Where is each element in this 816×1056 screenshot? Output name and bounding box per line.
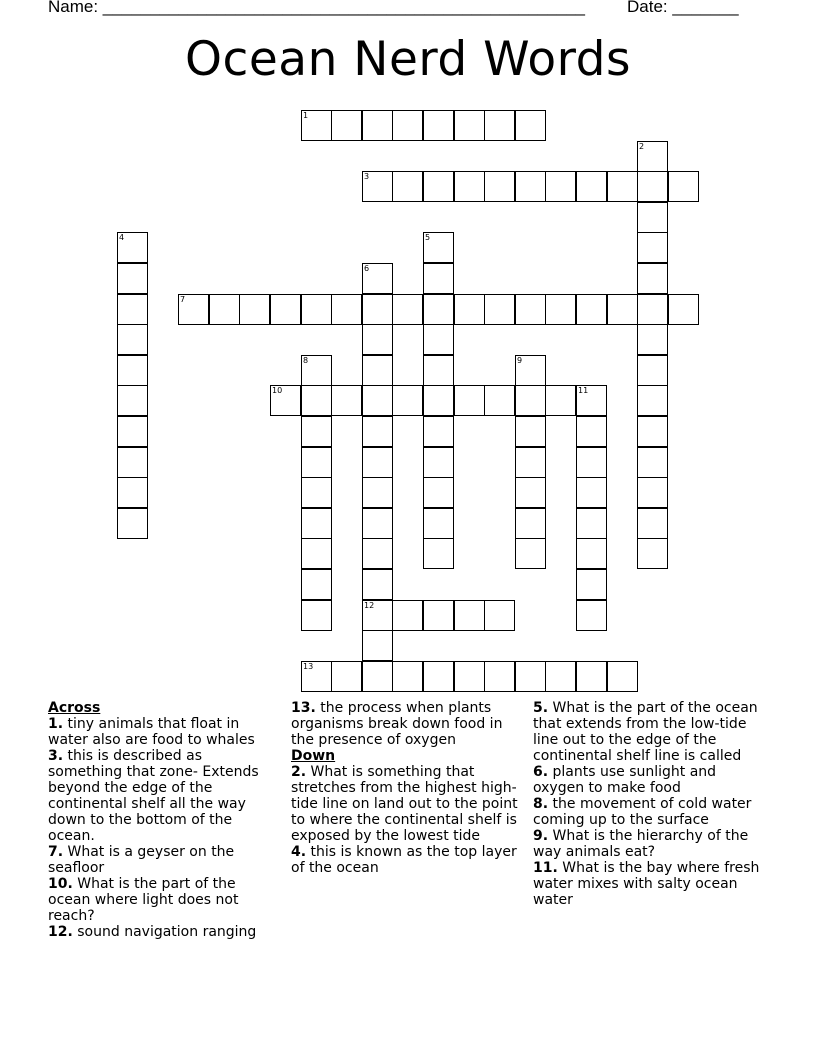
crossword-cell[interactable] bbox=[301, 569, 332, 600]
crossword-cell[interactable] bbox=[301, 447, 332, 478]
crossword-cell[interactable] bbox=[423, 600, 454, 631]
crossword-cell[interactable] bbox=[515, 294, 546, 325]
crossword-cell[interactable] bbox=[576, 171, 607, 202]
clue-down-4: 4. this is known as the top layer of the ocean bbox=[291, 844, 517, 876]
crossword-cell[interactable] bbox=[239, 294, 270, 325]
crossword-cell[interactable] bbox=[637, 263, 668, 294]
crossword-cell[interactable] bbox=[362, 416, 393, 447]
crossword-cell[interactable] bbox=[576, 600, 607, 631]
crossword-cell[interactable] bbox=[362, 110, 393, 141]
crossword-cell[interactable] bbox=[637, 508, 668, 539]
crossword-cell[interactable] bbox=[117, 355, 148, 386]
crossword-cell[interactable] bbox=[515, 416, 546, 447]
crossword-cell[interactable] bbox=[423, 324, 454, 355]
crossword-cell[interactable] bbox=[515, 447, 546, 478]
crossword-cell[interactable] bbox=[362, 477, 393, 508]
crossword-cell[interactable] bbox=[117, 294, 148, 325]
date-label: Date: bbox=[627, 0, 673, 16]
crossword-cell[interactable] bbox=[515, 171, 546, 202]
crossword-cell[interactable] bbox=[423, 508, 454, 539]
crossword-cell[interactable] bbox=[301, 508, 332, 539]
crossword-cell[interactable] bbox=[607, 661, 638, 692]
crossword-cell[interactable] bbox=[637, 324, 668, 355]
crossword-cell[interactable] bbox=[392, 110, 423, 141]
crossword-cell[interactable] bbox=[301, 385, 332, 416]
crossword-cell[interactable] bbox=[576, 447, 607, 478]
crossword-cell[interactable] bbox=[362, 569, 393, 600]
crossword-cell[interactable] bbox=[423, 538, 454, 569]
crossword-cell[interactable] bbox=[423, 110, 454, 141]
cell-number: 2 bbox=[639, 142, 645, 151]
crossword-cell[interactable] bbox=[331, 294, 362, 325]
clue-across-3: 3. this is described as something that zone- Extends beyond the edge of the continental shelf all the way down to the bottom of the ocean. bbox=[48, 748, 259, 844]
crossword-cell[interactable] bbox=[637, 416, 668, 447]
across-heading: Across bbox=[48, 700, 101, 716]
clues-column-3 bbox=[533, 698, 769, 908]
crossword-cell[interactable] bbox=[117, 447, 148, 478]
crossword-cell[interactable] bbox=[515, 477, 546, 508]
crossword-cell[interactable] bbox=[270, 294, 301, 325]
crossword-cell[interactable] bbox=[637, 447, 668, 478]
crossword-cell[interactable] bbox=[423, 661, 454, 692]
page-title: Ocean Nerd Words bbox=[185, 32, 631, 87]
crossword-cell[interactable] bbox=[637, 171, 668, 202]
crossword-cell[interactable] bbox=[331, 661, 362, 692]
crossword-cell[interactable] bbox=[423, 294, 454, 325]
cell-number: 7 bbox=[180, 295, 186, 304]
crossword-cell[interactable] bbox=[454, 385, 485, 416]
name-line: ___________________________________________________ bbox=[102, 0, 585, 16]
crossword-cell[interactable] bbox=[301, 600, 332, 631]
crossword-cell[interactable] bbox=[637, 141, 668, 172]
crossword-cell[interactable] bbox=[423, 416, 454, 447]
crossword-cell[interactable] bbox=[423, 263, 454, 294]
crossword-cell[interactable] bbox=[668, 294, 699, 325]
crossword-cell[interactable] bbox=[392, 385, 423, 416]
cell-number: 13 bbox=[303, 662, 314, 671]
clues-column-2 bbox=[291, 698, 523, 876]
crossword-cell[interactable] bbox=[392, 294, 423, 325]
crossword-cell[interactable] bbox=[576, 385, 607, 416]
crossword-cell[interactable] bbox=[117, 263, 148, 294]
crossword-cell[interactable] bbox=[484, 294, 515, 325]
crossword-cell[interactable] bbox=[637, 355, 668, 386]
crossword-cell[interactable] bbox=[545, 294, 576, 325]
crossword-cell[interactable] bbox=[301, 110, 332, 141]
crossword-cell[interactable] bbox=[392, 661, 423, 692]
crossword-cell[interactable] bbox=[423, 385, 454, 416]
cell-number: 11 bbox=[578, 386, 589, 395]
crossword-cell[interactable] bbox=[392, 600, 423, 631]
crossword-cell[interactable] bbox=[576, 661, 607, 692]
crossword-cell[interactable] bbox=[117, 232, 148, 263]
crossword-cell[interactable] bbox=[484, 171, 515, 202]
crossword-cell[interactable] bbox=[362, 600, 393, 631]
crossword-cell[interactable] bbox=[454, 110, 485, 141]
crossword-cell[interactable] bbox=[423, 355, 454, 386]
crossword-cell[interactable] bbox=[515, 110, 546, 141]
date-line: _______ bbox=[672, 0, 739, 16]
crossword-cell[interactable] bbox=[484, 385, 515, 416]
crossword-cell[interactable] bbox=[454, 171, 485, 202]
crossword-cell[interactable] bbox=[331, 385, 362, 416]
crossword-cell[interactable] bbox=[301, 538, 332, 569]
crossword-cell[interactable] bbox=[301, 355, 332, 386]
crossword-cell[interactable] bbox=[484, 110, 515, 141]
crossword-cell[interactable] bbox=[423, 232, 454, 263]
cell-number: 1 bbox=[303, 111, 309, 120]
crossword-cell[interactable] bbox=[545, 385, 576, 416]
crossword-cell[interactable] bbox=[515, 661, 546, 692]
clue-across-10: 10. What is the part of the ocean where light does not reach? bbox=[48, 876, 239, 924]
crossword-cell[interactable] bbox=[576, 538, 607, 569]
crossword-cell[interactable] bbox=[576, 294, 607, 325]
crossword-cell[interactable] bbox=[362, 447, 393, 478]
clue-down-11: 11. What is the bay where fresh water mixes with salty ocean water bbox=[533, 860, 760, 908]
crossword-cell[interactable] bbox=[668, 171, 699, 202]
clue-across-12: 12. sound navigation ranging bbox=[48, 924, 257, 940]
crossword-cell[interactable] bbox=[117, 385, 148, 416]
crossword-cell[interactable] bbox=[515, 385, 546, 416]
clue-down-5: 5. What is the part of the ocean that extends from the low-tide line out to the edge of the continental shelf line is called bbox=[533, 700, 758, 764]
crossword-cell[interactable] bbox=[362, 263, 393, 294]
clue-down-2: 2. What is something that stretches from the highest high-tide line on land out to the point to where the continental shelf is exposed by the lowest tide bbox=[291, 764, 518, 844]
crossword-cell[interactable] bbox=[576, 508, 607, 539]
crossword-cell[interactable] bbox=[515, 355, 546, 386]
crossword-cell[interactable] bbox=[178, 294, 209, 325]
crossword-cell[interactable] bbox=[484, 600, 515, 631]
crossword-cell[interactable] bbox=[423, 171, 454, 202]
crossword-cell[interactable] bbox=[545, 171, 576, 202]
crossword-cell[interactable] bbox=[301, 294, 332, 325]
crossword-cell[interactable] bbox=[362, 538, 393, 569]
crossword-cell[interactable] bbox=[576, 477, 607, 508]
crossword-cell[interactable] bbox=[515, 508, 546, 539]
down-heading: Down bbox=[291, 748, 336, 764]
crossword-cell[interactable] bbox=[362, 355, 393, 386]
clues-column-1 bbox=[48, 698, 280, 940]
crossword-cell[interactable] bbox=[362, 661, 393, 692]
crossword-cell[interactable] bbox=[454, 294, 485, 325]
crossword-cell[interactable] bbox=[117, 416, 148, 447]
crossword-cell[interactable] bbox=[515, 538, 546, 569]
crossword-cell[interactable] bbox=[362, 630, 393, 661]
crossword-cell[interactable] bbox=[209, 294, 240, 325]
crossword-cell[interactable] bbox=[607, 171, 638, 202]
clue-down-9: 9. What is the hierarchy of the way animals eat? bbox=[533, 828, 749, 860]
clue-across-13: 13. the process when plants organisms break down food in the presence of oxygen bbox=[291, 700, 503, 748]
crossword-cell[interactable] bbox=[637, 477, 668, 508]
crossword-cell[interactable] bbox=[637, 294, 668, 325]
crossword-cell[interactable] bbox=[362, 508, 393, 539]
cell-number: 9 bbox=[517, 356, 523, 365]
cell-number: 3 bbox=[364, 172, 370, 181]
cell-number: 12 bbox=[364, 601, 375, 610]
cell-number: 8 bbox=[303, 356, 309, 365]
crossword-cell[interactable] bbox=[423, 477, 454, 508]
cell-number: 6 bbox=[364, 264, 370, 273]
crossword-cell[interactable] bbox=[637, 232, 668, 263]
crossword-cell[interactable] bbox=[117, 477, 148, 508]
cell-number: 4 bbox=[119, 233, 125, 242]
clue-across-1: 1. tiny animals that float in water also are food to whales bbox=[48, 716, 255, 748]
crossword-cell[interactable] bbox=[423, 447, 454, 478]
crossword-cell[interactable] bbox=[454, 600, 485, 631]
clue-across-7: 7. What is a geyser on the seafloor bbox=[48, 844, 235, 876]
crossword-cell[interactable] bbox=[117, 324, 148, 355]
crossword-cell[interactable] bbox=[362, 294, 393, 325]
crossword-cell[interactable] bbox=[301, 477, 332, 508]
crossword-cell[interactable] bbox=[392, 171, 423, 202]
clue-down-6: 6. plants use sunlight and oxygen to make food bbox=[533, 764, 717, 796]
crossword-cell[interactable] bbox=[576, 569, 607, 600]
crossword-cell[interactable] bbox=[117, 508, 148, 539]
crossword-cell[interactable] bbox=[454, 661, 485, 692]
cell-number: 5 bbox=[425, 233, 431, 242]
name-label: Name: bbox=[48, 0, 103, 16]
crossword-cell[interactable] bbox=[362, 324, 393, 355]
crossword-cell[interactable] bbox=[637, 202, 668, 233]
crossword-cell[interactable] bbox=[637, 538, 668, 569]
crossword-cell[interactable] bbox=[270, 385, 301, 416]
crossword-cell[interactable] bbox=[607, 294, 638, 325]
clue-down-8: 8. the movement of cold water coming up to the surface bbox=[533, 796, 752, 828]
cell-number: 10 bbox=[272, 386, 283, 395]
crossword-cell[interactable] bbox=[301, 661, 332, 692]
crossword-cell[interactable] bbox=[301, 416, 332, 447]
crossword-cell[interactable] bbox=[576, 416, 607, 447]
crossword-cell[interactable] bbox=[637, 385, 668, 416]
crossword-cell[interactable] bbox=[545, 661, 576, 692]
crossword-cell[interactable] bbox=[484, 661, 515, 692]
crossword-cell[interactable] bbox=[362, 385, 393, 416]
crossword-cell[interactable] bbox=[331, 110, 362, 141]
crossword-cell[interactable] bbox=[362, 171, 393, 202]
